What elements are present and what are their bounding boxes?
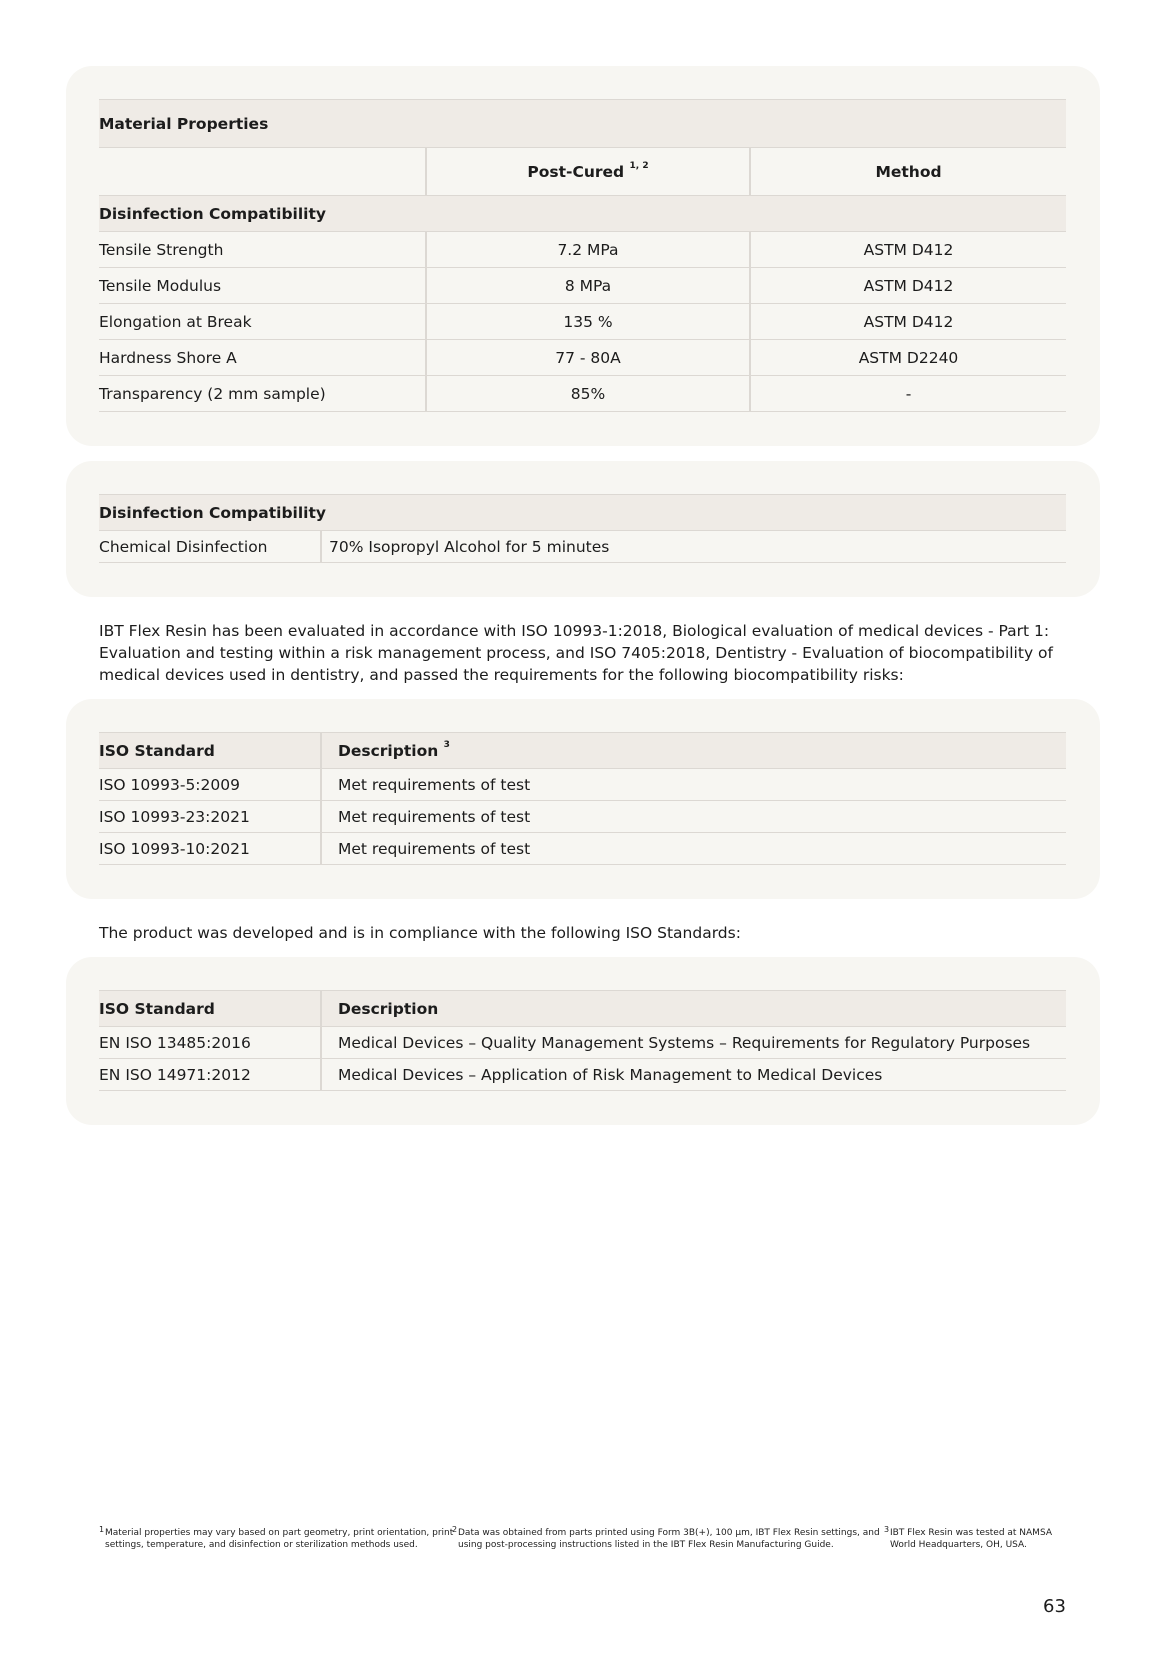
footnote-1: [99, 1525, 454, 1551]
disinfection-method-label: Chemical Disinfection: [99, 531, 321, 563]
footnote-3-number: 3: [884, 1525, 890, 1534]
property-value: 85%: [426, 376, 750, 412]
property-method: ASTM D412: [750, 268, 1066, 304]
iso-standard: EN ISO 14971:2012: [99, 1059, 321, 1091]
iso-description: Medical Devices – Application of Risk Management to Medical Devices: [321, 1059, 1066, 1091]
table-row: [99, 268, 1066, 304]
footnote-1-line-1: Material properties may vary based on part geometry, print orientation, print: [105, 1528, 454, 1538]
disinfection-method-value: 70% Isopropyl Alcohol for 5 minutes: [321, 531, 1066, 563]
iso-standard: ISO 10993-23:2021: [99, 801, 321, 833]
disinfection-card: [66, 461, 1100, 597]
property-value: 8 MPa: [426, 268, 750, 304]
material-properties-title: Material Properties: [99, 100, 1066, 148]
disinfection-title: Disinfection Compatibility: [99, 495, 1066, 531]
header-empty-cell: [99, 148, 426, 196]
table-row: [99, 531, 1066, 563]
iso-description: Met requirements of test: [321, 769, 1066, 801]
property-name: Tensile Modulus: [99, 268, 426, 304]
footnote-2-line-2: using post-processing instructions listed in the IBT Flex Resin Manufacturing Guide.: [458, 1539, 834, 1550]
table-row: [99, 304, 1066, 340]
table-row: [99, 376, 1066, 412]
biocompatibility-card: [66, 699, 1100, 899]
iso-standard: ISO 10993-10:2021: [99, 833, 321, 865]
disinfection-table: [99, 494, 1066, 563]
table-row: [99, 340, 1066, 376]
material-properties-card: [66, 66, 1100, 446]
footnote-1-number: 1: [99, 1525, 105, 1534]
property-name: Transparency (2 mm sample): [99, 376, 426, 412]
footnote-2-line-1: Data was obtained from parts printed using Form 3B(+), 100 µm, IBT Flex Resin settings, and: [458, 1528, 880, 1538]
table-row: [99, 232, 1066, 268]
iso-standard-header: ISO Standard: [99, 733, 321, 769]
disinfection-section-label: Disinfection Compatibility: [99, 196, 1066, 232]
compliance-table: [99, 990, 1066, 1091]
compliance-paragraph: The product was developed and is in compliance with the following ISO Standards:: [99, 924, 741, 942]
property-value: 135 %: [426, 304, 750, 340]
iso-standard: ISO 10993-5:2009: [99, 769, 321, 801]
table-row: [99, 1059, 1066, 1091]
property-method: -: [750, 376, 1066, 412]
post-cured-header: Post-Cured $^{1, 2}$: [426, 148, 750, 196]
material-properties-table: [99, 99, 1066, 412]
description-header: Description: [321, 991, 1066, 1027]
footnote-2: [452, 1525, 880, 1551]
description-footnote-ref: 3: [443, 740, 450, 751]
footnote-1-line-2: settings, temperature, and disinfection or sterilization methods used.: [105, 1539, 418, 1550]
description-header: Description $^3$: [321, 733, 1066, 769]
table-row: [99, 833, 1066, 865]
iso-standard-header: ISO Standard: [99, 991, 321, 1027]
method-header: Method: [750, 148, 1066, 196]
property-name: Tensile Strength: [99, 232, 426, 268]
compliance-card: [66, 957, 1100, 1125]
table-row: [99, 1027, 1066, 1059]
table-row: [99, 769, 1066, 801]
footnote-3: [884, 1525, 1052, 1551]
iso-description: Medical Devices – Quality Management Systems – Requirements for Regulatory Purposes: [321, 1027, 1066, 1059]
iso-standard: EN ISO 13485:2016: [99, 1027, 321, 1059]
page-number: 63: [1043, 1596, 1066, 1617]
iso-description: Met requirements of test: [321, 833, 1066, 865]
property-name: Hardness Shore A: [99, 340, 426, 376]
property-value: 77 - 80A: [426, 340, 750, 376]
property-method: ASTM D412: [750, 232, 1066, 268]
iso-description: Met requirements of test: [321, 801, 1066, 833]
property-method: ASTM D2240: [750, 340, 1066, 376]
table-row: [99, 801, 1066, 833]
property-name: Elongation at Break: [99, 304, 426, 340]
biocompatibility-table: [99, 732, 1066, 865]
biocompatibility-paragraph: IBT Flex Resin has been evaluated in accordance with ISO 10993-1:2018, Biological evaluation of medical devices - Part 1: Evaluation and testing within a risk management process, and ISO 7405:2018, Dentistry - Evaluation of biocompatibility of medical devices used in dentistry, and passed the requirements for the following biocompatibility risks:: [99, 622, 1053, 684]
footnote-3-line-1: IBT Flex Resin was tested at NAMSA: [890, 1528, 1052, 1538]
post-cured-footnote-ref: 1, 2: [629, 161, 649, 172]
property-method: ASTM D412: [750, 304, 1066, 340]
property-value: 7.2 MPa: [426, 232, 750, 268]
footnote-3-line-2: World Headquarters, OH, USA.: [890, 1539, 1027, 1550]
footnote-2-number: 2: [452, 1525, 458, 1534]
